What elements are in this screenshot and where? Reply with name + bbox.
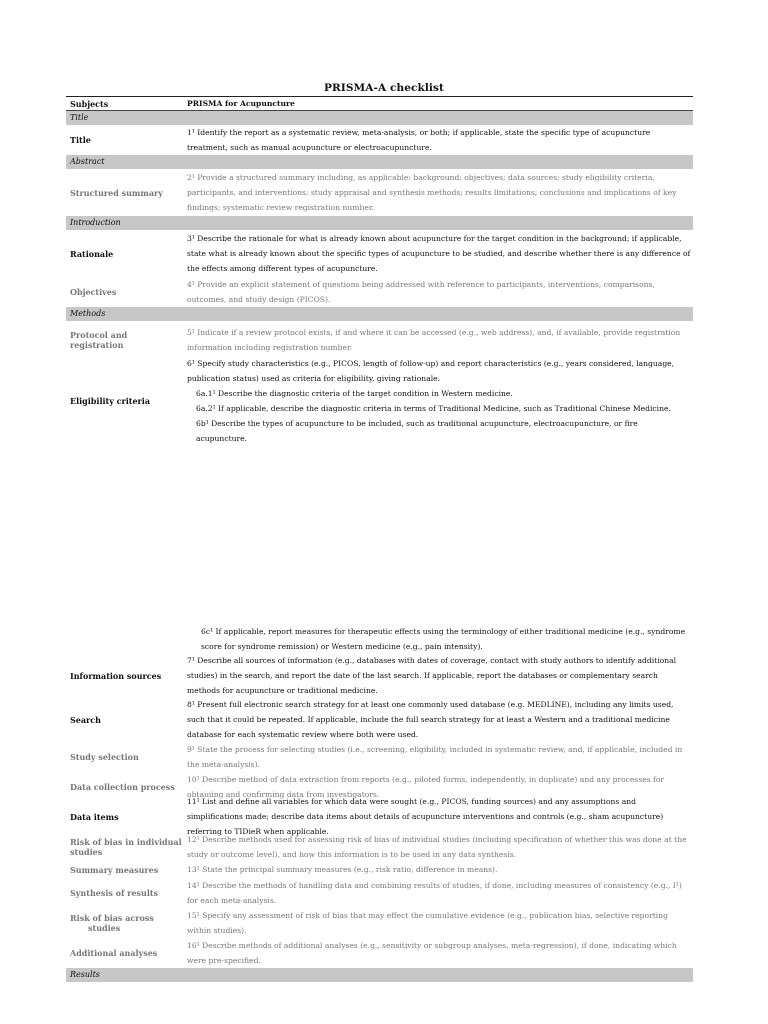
table-row (66, 698, 693, 742)
table-row (66, 231, 693, 277)
row-label: Additional analyses (70, 947, 158, 958)
row-label: Protocol and registration (70, 329, 128, 350)
table-row (66, 322, 693, 358)
row-text: 13¹ State the principal summary measures (e.g., risk ratio, difference in means). (187, 865, 498, 874)
table-row (66, 126, 693, 155)
row-label: Study selection (70, 751, 139, 762)
table-row (66, 878, 693, 908)
row-label: Structured summary (70, 187, 163, 198)
table-row (66, 938, 693, 968)
row-label: Title (70, 135, 91, 145)
row-text: 4¹ Provide an explicit statement of questions being addressed with reference to participants, interventions, comparisons, outcomes, and study design (PICOS). (187, 279, 655, 304)
row-text: 8¹ Present full electronic search strategy for at least one commonly used database (e.g. MEDLINE), including any limits used, such that it could be repeated. If applicable, include the full search strategy for at least a Western and a traditional medicine database for each systematic review where both were used. (187, 700, 674, 739)
table-row (66, 862, 693, 878)
row-subitem: 6c¹ If applicable, report measures for therapeutic effects using the terminology of either traditional medicine (e.g., syndrome score for syndrome remission) or Western medicine (e.g., pain intensity). (201, 626, 686, 651)
row-label: Data items (70, 811, 119, 822)
table-row (66, 654, 693, 698)
row-text: 3¹ Describe the rationale for what is already known about acupuncture for the target condition in the background; if applicable, state what is already known about the specific types of acupuncture to be studied, and describe whether there is any difference of the effects among different types of acupuncture. (187, 234, 691, 273)
row-text: 16¹ Describe methods of additional analyses (e.g., sensitivity or subgroup analyses, meta-regression), if done, indicating which were pre-specified. (187, 940, 677, 965)
table-row-eligibility (66, 358, 693, 444)
table-row (66, 170, 693, 216)
row-label: Summary measures (70, 864, 159, 875)
row-label: Objectives (70, 286, 117, 297)
row-text: 11¹ List and define all variables for which data were sought (e.g., PICOS, funding sources) and any assumptions and simplifications made; describe data items about details of acupuncture interventions and controls (e.g., sham acupuncture) referring to TIDieR when applicable. (187, 797, 664, 836)
row-label: Rationale (70, 248, 114, 259)
row-label: Risk of bias across studies (70, 912, 154, 933)
row-label: Eligibility criteria (70, 395, 150, 406)
header-prisma-acupuncture: PRISMA for Acupuncture (187, 98, 295, 108)
row-text: 14¹ Describe the methods of handling data and combining results of studies, if done, including measures of consistency (e.g., I²) for each meta-analysis. (187, 880, 682, 905)
row-label: Search (70, 714, 101, 725)
section-introduction: Introduction (66, 216, 693, 231)
row-label: Information sources (70, 670, 162, 681)
table-header (66, 96, 693, 111)
section-abstract: Abstract (66, 155, 693, 170)
row-text: 7¹ Describe all sources of information (e.g., databases with dates of coverage, contact with study authors to identify additional studies) in the search, and report the date of the last search. If applicable, report the databases or complementary search methods for acupuncture or traditional medicine. (187, 656, 677, 695)
row-subitem: 6b¹ Describe the types of acupuncture to be included, such as traditional acupuncture, electroacupuncture, or fire acupuncture. (196, 418, 638, 443)
row-text: 1¹ Identify the report as a systematic review, meta-analysis, or both; if applicable, state the specific type of acupuncture treatment, such as manual acupuncture or electroacupuncture. (187, 128, 651, 152)
row-label: Synthesis of results (70, 887, 159, 898)
section-title: Title (66, 111, 693, 126)
row-subitem: 6a.1¹ Describe the diagnostic criteria of the target condition in Western medicine. (196, 388, 513, 398)
table-row (66, 908, 693, 938)
table-row (66, 797, 693, 836)
row-text: 6¹ Specify study characteristics (e.g., PICOS, length of follow-up) and report characteristics (e.g., years considered, language, publication status) used as criteria for eligibility, giving rationale. (187, 358, 675, 383)
row-text: 10¹ Describe method of data extraction from reports (e.g., piloted forms, independently, in duplicate) and any processes for obtaining and confirming data from investigators. (187, 774, 665, 799)
row-text: 2¹ Provide a structured summary including, as applicable: background; objectives; data sources; study eligibility criteria, participants, and interventions; study appraisal and synthesis methods; results limitations; conclusions and implications of key findings; systematic review registration number. (187, 173, 677, 212)
checklist-table (66, 96, 693, 983)
table-row (66, 277, 693, 307)
row-subitem: 6a.2¹ If applicable, describe the diagnostic criteria in terms of Traditional Medicine, such as Traditional Chinese Medicine. (196, 403, 671, 413)
section-methods: Methods (66, 307, 693, 322)
row-text: 5¹ Indicate if a review protocol exists, if and where it can be accessed (e.g., web address), and, if available, provide registration information including registration number. (187, 327, 681, 352)
row-text: 15¹ Specify any assessment of risk of bias that may effect the cumulative evidence (e.g., publication bias, selective reporting within studies). (187, 910, 668, 935)
table-row (66, 832, 693, 862)
table-row-eligibility-cont (66, 624, 693, 654)
row-label: Data collection process (70, 781, 175, 792)
page-title: PRISMA-A checklist (324, 82, 444, 94)
table-row (66, 742, 693, 772)
page-break-gap (66, 444, 693, 624)
row-text: 12¹ Describe methods used for assessing risk of bias of individual studies (including specification of whether this was done at the study or outcome level), and how this information is to be used in any data synthesis. (187, 834, 687, 859)
row-label: Risk of bias in individual studies (70, 836, 182, 857)
section-results: Results (66, 968, 693, 983)
row-text: 9¹ State the process for selecting studies (i.e., screening, eligibility, included in systematic review, and, if applicable, included in the meta-analysis). (187, 744, 683, 769)
header-subjects: Subjects (70, 98, 109, 109)
